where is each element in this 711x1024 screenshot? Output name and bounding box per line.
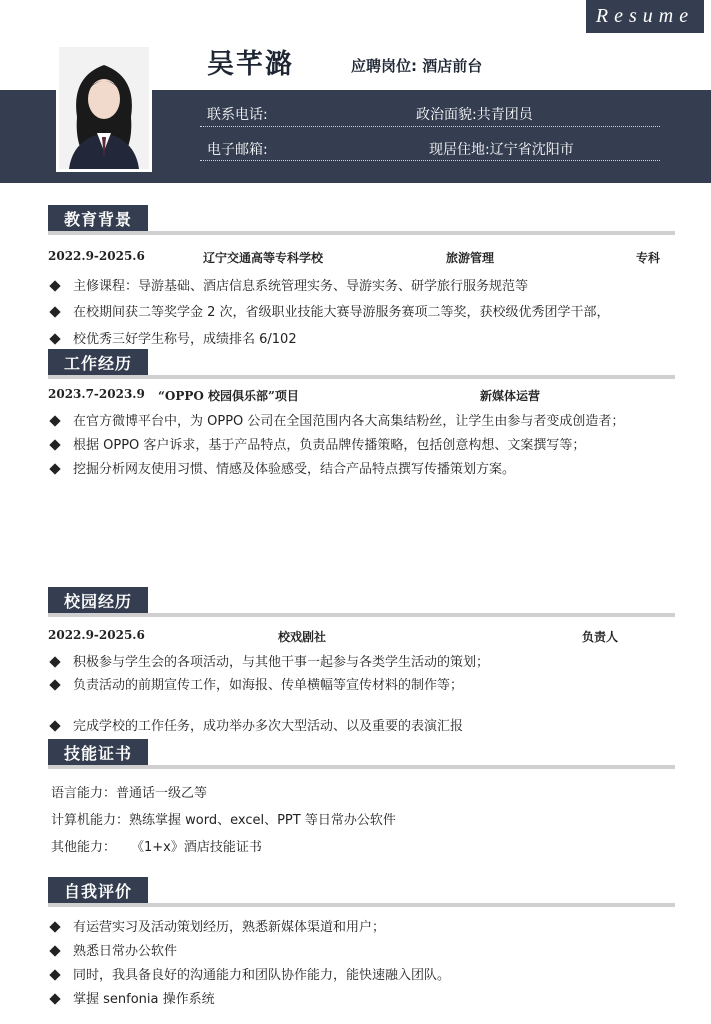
resume-tag: Resume bbox=[586, 0, 704, 33]
list-item-text: 在官方微博平台中，为 OPPO 公司在全国范围内各大高集结粉丝，让学生由参与者变成创造者； bbox=[73, 414, 625, 429]
candidate-name: 吴芊潞 bbox=[207, 49, 294, 80]
section-rule bbox=[48, 765, 675, 769]
divider bbox=[200, 160, 660, 161]
list-item-text: 熟悉日常办公软件 bbox=[73, 944, 178, 959]
list-item-text: 有运营实习及活动策划经历，熟悉新媒体渠道和用户； bbox=[73, 920, 386, 935]
diamond-bullet-icon bbox=[49, 439, 60, 450]
political-value: 共青团员 bbox=[476, 107, 533, 123]
list-item-text: 负责活动的前期宣传工作，如海报、传单横幅等宣传材料的制作等； bbox=[73, 678, 464, 693]
section-rule bbox=[48, 613, 675, 617]
education-major: 旅游管理 bbox=[446, 251, 495, 265]
section-title: 自我评价 bbox=[48, 877, 148, 903]
list-item-text: 掌握 senfonia 操作系统 bbox=[73, 992, 215, 1007]
profile-photo bbox=[56, 44, 152, 172]
list-item bbox=[51, 328, 297, 347]
list-item bbox=[51, 674, 463, 693]
diamond-bullet-icon bbox=[49, 333, 60, 344]
diamond-bullet-icon bbox=[49, 921, 60, 932]
list-item bbox=[51, 651, 489, 670]
skill-item bbox=[51, 809, 396, 828]
political-status bbox=[416, 104, 533, 124]
list-item-text: 积极参与学生会的各项活动，与其他干事一起参与各类学生活动的策划； bbox=[73, 655, 490, 670]
list-item bbox=[51, 434, 585, 453]
list-item-text: 挖掘分析网友使用习惯、情感及体验感受，结合产品特点撰写传播策划方案。 bbox=[73, 462, 516, 477]
campus-org: 校戏剧社 bbox=[278, 630, 327, 644]
position-applied bbox=[351, 55, 482, 76]
work-date: 2023.7-2023.9 bbox=[48, 387, 145, 401]
skill-value: 《1+x》酒店技能证书 bbox=[131, 840, 262, 855]
list-item-text: 主修课程：导游基础、酒店信息系统管理实务、导游实务、研学旅行服务规范等 bbox=[73, 279, 529, 294]
list-item bbox=[51, 301, 610, 320]
list-item bbox=[51, 715, 463, 734]
diamond-bullet-icon bbox=[49, 720, 60, 731]
skill-label: 其他能力： bbox=[51, 840, 117, 855]
phone-label: 联系电话: bbox=[207, 107, 268, 123]
education-date: 2022.9-2025.6 bbox=[48, 249, 145, 263]
skill-item bbox=[51, 782, 207, 801]
campus-date: 2022.9-2025.6 bbox=[48, 628, 145, 642]
residence-label: 现居住地: bbox=[429, 142, 490, 158]
list-item-text: 在校期间获二等奖学金 2 次，省级职业技能大赛导游服务赛项二等奖，获校级优秀团学干部， bbox=[73, 305, 610, 320]
diamond-bullet-icon bbox=[49, 969, 60, 980]
campus-role: 负责人 bbox=[582, 630, 619, 644]
list-item-text: 校优秀三好学生称号，成绩排名 6/102 bbox=[73, 332, 297, 347]
section-rule bbox=[48, 231, 675, 235]
work-role: 新媒体运营 bbox=[480, 389, 541, 403]
list-item bbox=[51, 940, 177, 959]
residence bbox=[429, 139, 574, 159]
residence-value: 辽宁省沈阳市 bbox=[489, 142, 574, 158]
skill-value: 熟练掌握 word、excel、PPT 等日常办公软件 bbox=[129, 813, 396, 828]
section-skills bbox=[48, 739, 675, 765]
list-item bbox=[51, 458, 515, 477]
email-label: 电子邮箱: bbox=[207, 142, 268, 158]
education-school: 辽宁交通高等专科学校 bbox=[203, 251, 324, 265]
diamond-bullet-icon bbox=[49, 656, 60, 667]
section-self-evaluation bbox=[48, 877, 675, 903]
skill-label: 语言能力： bbox=[51, 786, 117, 801]
section-title: 教育背景 bbox=[48, 205, 148, 231]
list-item bbox=[51, 916, 385, 935]
education-degree: 专科 bbox=[636, 251, 661, 265]
diamond-bullet-icon bbox=[49, 280, 60, 291]
section-title: 工作经历 bbox=[48, 349, 148, 375]
skill-value: 普通话一级乙等 bbox=[116, 786, 208, 801]
political-label: 政治面貌: bbox=[416, 107, 477, 123]
section-title: 技能证书 bbox=[48, 739, 148, 765]
work-project: “OPPO 校园俱乐部”项目 bbox=[158, 389, 299, 403]
section-title: 校园经历 bbox=[48, 587, 148, 613]
list-item-text: 完成学校的工作任务，成功举办多次大型活动、以及重要的表演汇报 bbox=[73, 719, 464, 734]
section-rule bbox=[48, 375, 675, 379]
portrait-image bbox=[59, 47, 149, 169]
list-item-text: 根据 OPPO 客户诉求，基于产品特点，负责品牌传播策略，包括创意构想、文案撰写等； bbox=[73, 438, 586, 453]
diamond-bullet-icon bbox=[49, 306, 60, 317]
list-item-text: 同时，我具备良好的沟通能力和团队协作能力，能快速融入团队。 bbox=[73, 968, 451, 983]
skill-label: 计算机能力： bbox=[51, 813, 130, 828]
diamond-bullet-icon bbox=[49, 945, 60, 956]
diamond-bullet-icon bbox=[49, 463, 60, 474]
skill-item bbox=[51, 836, 262, 855]
position-label: 应聘岗位: bbox=[351, 57, 417, 75]
list-item bbox=[51, 988, 215, 1007]
list-item bbox=[51, 410, 624, 429]
section-rule bbox=[48, 903, 675, 907]
diamond-bullet-icon bbox=[49, 415, 60, 426]
position-value: 酒店前台 bbox=[422, 57, 483, 75]
list-item bbox=[51, 964, 450, 983]
section-work bbox=[48, 349, 675, 375]
section-education bbox=[48, 205, 675, 231]
section-campus bbox=[48, 587, 675, 613]
diamond-bullet-icon bbox=[49, 679, 60, 690]
diamond-bullet-icon bbox=[49, 993, 60, 1004]
divider bbox=[200, 126, 660, 127]
list-item bbox=[51, 275, 528, 294]
